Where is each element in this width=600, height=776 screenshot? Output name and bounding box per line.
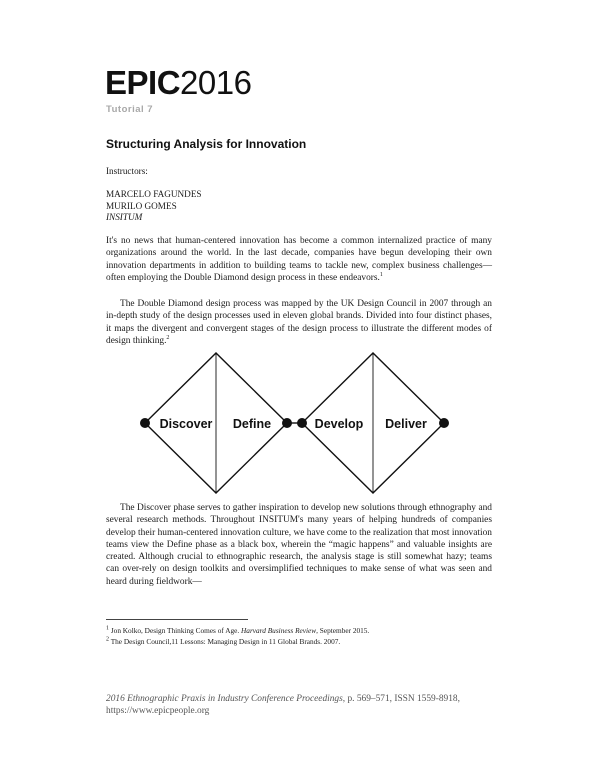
p3-text: The Discover phase serves to gather inspiration to develop new solutions through ethnography and several research methods. Throughout INSITUM's many years of helping hundreds of companies develop their human-centered innovation culture, we have come to the realization that most innovation teams view the Define phase as a black box, wherein the “magic happens” and valuable insights are created. Although crucial to ethnographic research, the analysis stage is still somewhat hazy; teams can over-rely on design toolkits and oversimplified techniques to make sense of what was seen and heard during fieldwork— [106, 503, 492, 587]
instructor-org: INSITUM [106, 212, 143, 222]
footnote-1-journal: Harvard Business Review [241, 626, 317, 635]
phase-label-deliver: Deliver [385, 417, 427, 431]
footnote-1-date: , September 2015. [316, 626, 370, 635]
footer-citation-title: 2016 Ethnographic Praxis in Industry Conference Proceedings [106, 694, 343, 704]
footer-url[interactable]: https://www.epicpeople.org [106, 706, 210, 716]
footnote-1-text: Jon Kolko, Design Thinking Comes of Age. [110, 626, 242, 635]
node-middle-right [297, 418, 307, 428]
epic-logo [105, 66, 251, 99]
footnote-ref-2: 2 [166, 334, 170, 341]
footnote-1 [106, 626, 369, 636]
instructor-name: MARCELO FAGUNDES [106, 189, 202, 199]
footer-citation-pages: , p. 569–571, ISSN 1559-8918, [342, 694, 460, 704]
instructor-name: MURILO GOMES [106, 200, 177, 211]
node-start [140, 418, 150, 428]
body-paragraph-3 [106, 502, 492, 588]
p2-text: The Double Diamond design process was mapped by the UK Design Council in 2007 through an in-depth study of the design processes used in eleven global brands. Divided into four distinct phases, it maps the divergent and convergent stages of the design process to illustrate the different modes of design thinking. [106, 299, 492, 346]
footnote-divider [106, 619, 248, 620]
footnote-2-number: 2 [106, 636, 109, 643]
logo-epic: EPIC [105, 64, 181, 101]
instructors-list [106, 189, 202, 224]
double-diamond-diagram [130, 350, 470, 494]
paper-title: Structuring Analysis for Innovation [106, 137, 307, 151]
phase-label-define: Define [232, 417, 272, 431]
footnote-1-number: 1 [106, 625, 109, 632]
node-end [439, 418, 449, 428]
logo-year: 2016 [180, 64, 252, 101]
body-paragraph-2 [106, 298, 492, 347]
footnote-ref-1: 1 [379, 271, 383, 278]
footnote-2-text: The Design Council,11 Lessons: Managing Design in 11 Global Brands. 2007. [110, 637, 341, 646]
instructors-label: Instructors: [106, 166, 148, 176]
p1-text: It's no news that human-centered innovation has become a common internalized practice of many organizations around the world. In the last decade, companies have begun developing their own innovation departments in addition to building teams to tackle new, complex business challenges—often employing the Double Diamond design process in these endeavors. [106, 236, 492, 283]
page-footer [106, 693, 460, 717]
footnote-2 [106, 637, 340, 647]
phase-label-discover: Discover [159, 417, 213, 431]
body-paragraph-1 [106, 235, 492, 284]
tutorial-label: Tutorial 7 [106, 104, 154, 115]
phase-label-develop: Develop [314, 417, 364, 431]
node-middle-left [282, 418, 292, 428]
